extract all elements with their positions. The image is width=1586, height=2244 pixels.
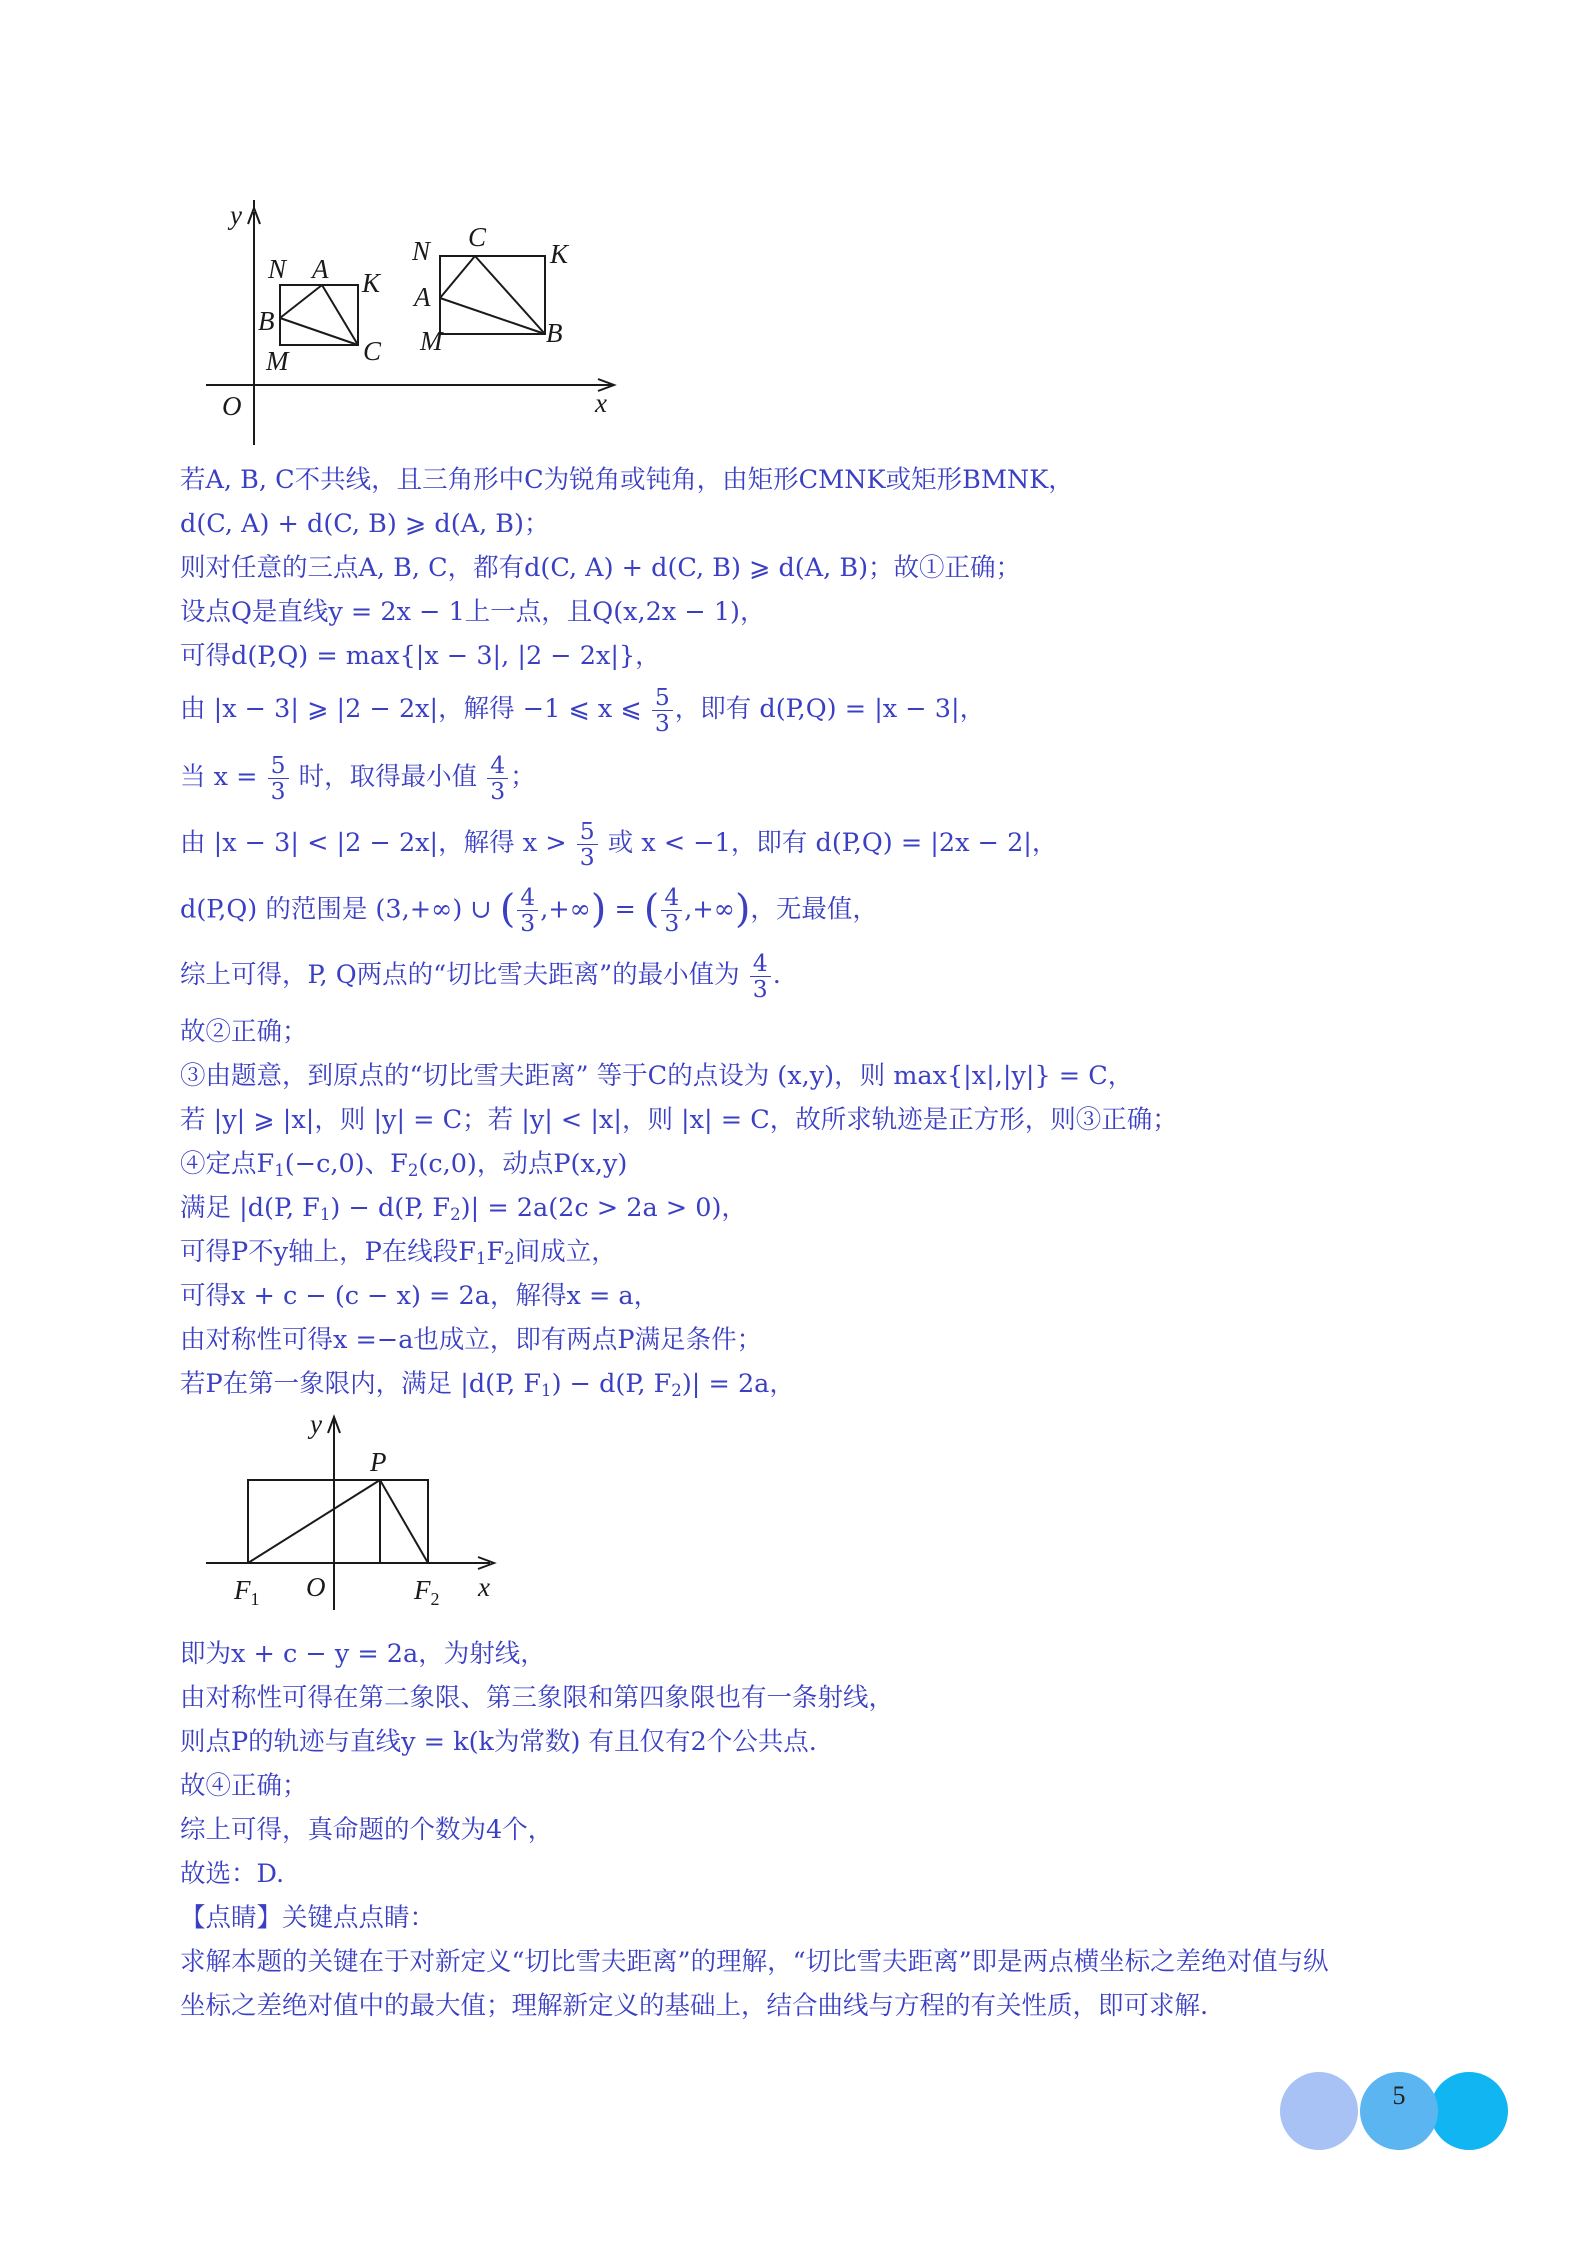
subscript: 2: [504, 1249, 515, 1269]
text-line-6: [180, 678, 1460, 740]
subscript: 1: [274, 1161, 285, 1181]
fraction-4-3: [750, 948, 771, 1003]
text-line-28: 坐标之差绝对值中的最大值；理解新定义的基础上，结合曲线与方程的有关性质，即可求解.: [180, 1991, 1209, 2021]
text-line-7-c: ；: [510, 762, 536, 792]
text-line-19-a: 若P在第一象限内，满足 |d(P, F: [180, 1369, 542, 1399]
text-line-14-a: ④定点F: [180, 1149, 275, 1179]
subscript: 1: [541, 1381, 552, 1401]
text-line-6-b: ，即有 d(P,Q) = |x − 3|，: [674, 694, 986, 724]
left-rectangle: [280, 285, 358, 345]
segment-F1-P: [248, 1480, 380, 1563]
text-line-16: [180, 1234, 1460, 1278]
text-line-20: 即为x + c − y = 2a，为射线，: [180, 1639, 546, 1669]
text-line-27: 求解本题的关键在于对新定义“切比雪夫距离”的理解，“切比雪夫距离”即是两点横坐标之差绝对值与纵: [180, 1947, 1329, 1977]
subscript: 2: [671, 1381, 682, 1401]
figure-rectangles: [200, 200, 630, 460]
text-line-3: 则对任意的三点A, B, C，都有d(C, A) + d(C, B) ⩾ d(A, B)；故①正确；: [180, 553, 1022, 583]
label-P: P: [370, 1447, 387, 1477]
label-right-A: A: [414, 282, 431, 312]
text-line-15-c: )| = 2a(2c > 2a > 0)，: [460, 1193, 747, 1223]
label-x: x: [595, 388, 607, 418]
text-line-7-a: 当 x =: [180, 762, 266, 792]
interval-rest: ,+∞: [684, 894, 735, 925]
text-line-16-c: 间成立，: [514, 1237, 617, 1267]
text-line-19-c: )| = 2a，: [681, 1369, 795, 1399]
label-right-B: B: [546, 318, 563, 348]
frac-denominator: 3: [579, 842, 595, 871]
text-line-10: [180, 944, 1460, 1006]
text-line-10-b: .: [772, 960, 781, 990]
frac-numerator: 4: [487, 753, 508, 779]
paren-open: (: [499, 886, 516, 932]
text-line-5: 可得d(P,Q) = max{|x − 3|, |2 − 2x|}，: [180, 641, 661, 671]
fraction-5-3: [268, 750, 289, 805]
text-line-18: 由对称性可得x =−a也成立，即有两点P满足条件；: [180, 1325, 763, 1355]
label-right-C: C: [468, 222, 487, 252]
text-line-8-a: 由 |x − 3| < |2 − 2x|，解得 x >: [180, 828, 575, 858]
label-right-N: N: [412, 236, 431, 266]
frac-denominator: 3: [520, 908, 536, 937]
interval-rest: ,+∞: [540, 894, 591, 925]
label-y: y: [230, 200, 242, 230]
frac-denominator: 3: [664, 908, 680, 937]
frac-numerator: 5: [577, 819, 598, 845]
text-line-8-b: 或 x < −1，即有 d(P,Q) = |2x − 2|，: [599, 828, 1058, 858]
text-line-7-b: 时，取得最小值: [290, 762, 486, 792]
text-line-14: [180, 1146, 1460, 1190]
text-line-15-b: ) − d(P, F: [330, 1193, 451, 1223]
label-right-K: K: [550, 239, 569, 269]
text-line-25: 故选：D.: [180, 1859, 285, 1889]
text-line-13: 若 |y| ⩾ |x|，则 |y| = C；若 |y| < |x|，则 |x| = C，故所求轨迹是正方形，则③正确；: [180, 1105, 1178, 1135]
paren-close: ): [590, 886, 607, 932]
frac-numerator: 4: [661, 885, 682, 911]
fraction-5-3: [577, 816, 598, 871]
frac-denominator: 3: [654, 708, 670, 737]
paren-open: (: [643, 886, 660, 932]
text-line-10-a: 综上可得，P, Q两点的“切比雪夫距离”的最小值为: [180, 960, 748, 990]
fraction-5-3: [652, 682, 673, 737]
label-left-M: M: [266, 346, 289, 376]
frac-numerator: 5: [652, 685, 673, 711]
figure-foci: [200, 1405, 510, 1610]
frac-denominator: 3: [752, 974, 768, 1003]
subscript: 1: [475, 1249, 487, 1269]
text-line-16-a: 可得P不y轴上，P在线段F: [180, 1237, 476, 1267]
text-line-15-a: 满足 |d(P, F: [180, 1193, 320, 1223]
label-left-A: A: [312, 254, 329, 284]
label-x: x: [478, 1572, 490, 1602]
label-left-N: N: [268, 254, 287, 284]
frac-numerator: 4: [517, 885, 538, 911]
text-line-7: [180, 746, 1460, 808]
label-F2: $F_2$: [414, 1575, 440, 1609]
page-circle-right: [1430, 2072, 1508, 2150]
frac-denominator: 3: [270, 776, 286, 805]
label-y: y: [310, 1409, 322, 1439]
left-segment-AC: [322, 285, 358, 345]
frac-numerator: 5: [268, 753, 289, 779]
fraction-4-3: [661, 885, 682, 935]
text-line-19: [180, 1366, 1460, 1410]
subscript: 2: [407, 1161, 419, 1181]
text-line-26: 【点睛】关键点点睛：: [180, 1903, 436, 1933]
page-number: 5: [1392, 2081, 1406, 2110]
subscript: 2: [450, 1205, 461, 1225]
label-left-K: K: [362, 268, 381, 298]
label-left-C: C: [363, 336, 382, 366]
text-line-17: 可得x + c − (c − x) = 2a，解得x = a，: [180, 1281, 660, 1311]
text-line-12: ③由题意，到原点的“切比雪夫距离” 等于C的点设为 (x,y)，则 max{|x|,|y|} = C，: [180, 1061, 1134, 1091]
text-line-21: 由对称性可得在第二象限、第三象限和第四象限也有一条射线，: [180, 1683, 895, 1713]
label-origin: O: [222, 391, 242, 421]
text-line-15: [180, 1190, 1460, 1234]
frac-denominator: 3: [490, 776, 506, 805]
subscript: 1: [319, 1205, 331, 1225]
left-segment-BC: [280, 318, 358, 345]
text-line-4: 设点Q是直线y = 2x − 1上一点，且Q(x,2x − 1)，: [180, 597, 766, 627]
label-right-M: M: [420, 326, 443, 356]
page-circle-left: [1280, 2072, 1358, 2150]
text-line-16-b: F: [486, 1237, 505, 1267]
frac-numerator: 4: [750, 951, 771, 977]
right-rectangle: [440, 256, 545, 334]
text-line-24: 综上可得，真命题的个数为4个，: [180, 1815, 554, 1845]
text-line-22: 则点P的轨迹与直线y = k(k为常数) 有且仅有2个公共点.: [180, 1727, 817, 1757]
label-origin: O: [306, 1572, 326, 1602]
text-line-19-b: ) − d(P, F: [551, 1369, 672, 1399]
text-line-14-b: (−c,0)、F: [284, 1149, 408, 1179]
text-line-23: 故④正确；: [180, 1771, 308, 1801]
label-F1: $F_1$: [234, 1575, 260, 1609]
text-line-9-a: d(P,Q) 的范围是 (3,+∞) ∪: [180, 894, 500, 925]
text-line-6-a: 由 |x − 3| ⩾ |2 − 2x|，解得 −1 ⩽ x ⩽: [180, 694, 650, 724]
paren-close: ): [734, 886, 751, 932]
text-line-11: 故②正确；: [180, 1017, 308, 1047]
foci-rectangle: [248, 1480, 428, 1563]
text-line-1: 若A, B, C不共线，且三角形中C为锐角或钝角，由矩形CMNK或矩形BMNK，: [180, 465, 1074, 495]
text-line-9: [180, 878, 1460, 940]
fraction-4-3: [517, 885, 538, 935]
label-left-B: B: [258, 306, 275, 336]
text-line-9-b: ，无最值，: [750, 894, 878, 925]
segment-P-F2: [380, 1480, 428, 1563]
text-line-2: d(C, A) + d(C, B) ⩾ d(A, B)；: [180, 509, 550, 539]
fraction-4-3: [487, 750, 508, 805]
right-segment-AC: [440, 256, 475, 298]
text-line-8: [180, 812, 1460, 874]
text-line-14-c: (c,0)，动点P(x,y): [418, 1149, 628, 1179]
left-segment-BA: [280, 285, 322, 318]
equals-sign: =: [606, 894, 644, 925]
